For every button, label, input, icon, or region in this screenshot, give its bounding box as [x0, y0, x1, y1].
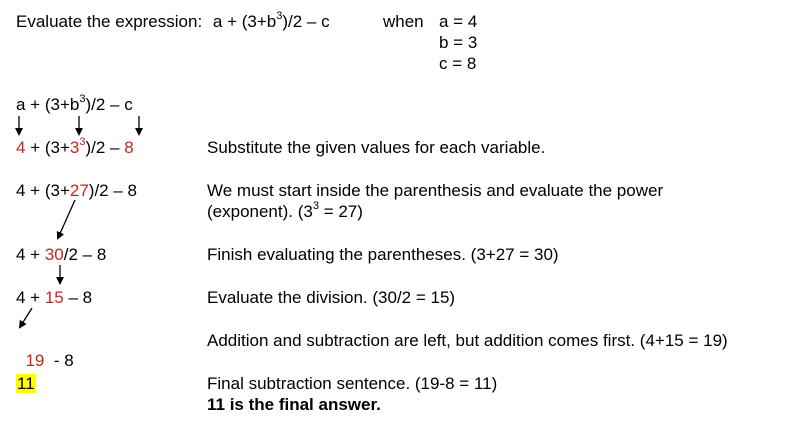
- step2-explanation-line2: (exponent). $(3^3 = 27)$: [207, 200, 363, 221]
- step3-explanation: Finish evaluating the parentheses. (3+27 = 30): [207, 245, 559, 264]
- expression-original: $a + (3+b^3)/2 - c$: [16, 93, 133, 114]
- step6-explanation: Final subtraction sentence. (19-8 = 11): [207, 374, 498, 393]
- b-assignment: b = 3: [439, 33, 478, 52]
- a-assignment: a = 4: [439, 12, 478, 31]
- arrow-15-to-19: [20, 308, 32, 327]
- arrow-27-to-30: [58, 200, 75, 238]
- prompt-text: Evaluate the expression:: [16, 12, 203, 31]
- step3-expression: 4 + 30/2 – 8: [16, 245, 107, 264]
- step2-explanation-line1: We must start inside the parenthesis and evaluate the power: [207, 181, 664, 200]
- final-answer-value: [16, 374, 36, 394]
- step5-expression: 19 - 8: [25, 351, 74, 370]
- step1-explanation: Substitute the given values for each variable.: [207, 138, 546, 157]
- c-assignment: c = 8: [439, 54, 477, 73]
- step4-expression: 4 + 15 – 8: [16, 288, 93, 307]
- when-label: when: [383, 12, 424, 31]
- expression: $a + (3+b^3)/2 - c$: [212, 10, 330, 31]
- step2-expression: 4 + (3+27)/2 – 8: [16, 181, 137, 200]
- step5-explanation: Addition and subtraction are left, but addition comes first. (4+15 = 19): [207, 331, 728, 350]
- problem-statement: [16, 12, 330, 32]
- final-answer-statement: 11 is the final answer.: [207, 395, 381, 414]
- step4-explanation: Evaluate the division. (30/2 = 15): [207, 288, 456, 307]
- step1-expression: $4 + (3+3^3)/2 - 8$: [16, 136, 134, 157]
- answer-highlight: 11: [17, 374, 35, 393]
